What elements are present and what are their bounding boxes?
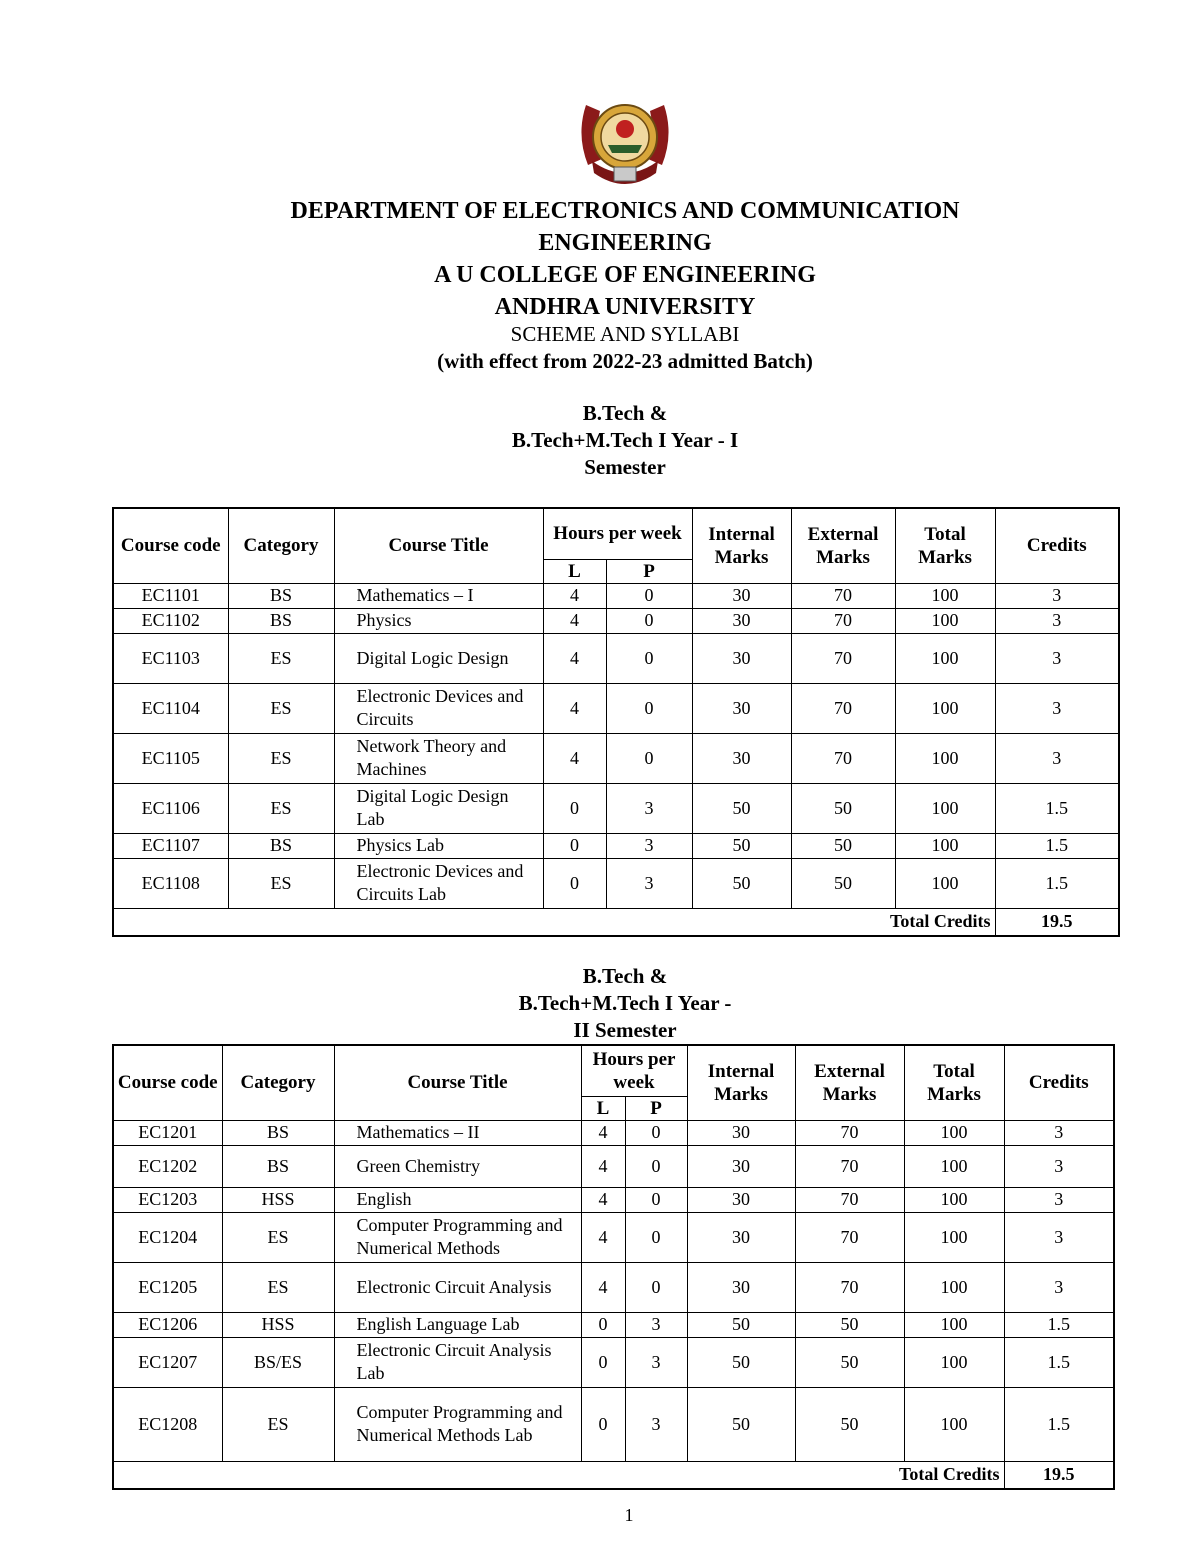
total-credits-label: Total Credits: [113, 908, 995, 936]
cell-internal-marks: 30: [692, 583, 791, 608]
cell-lecture-hours: 0: [543, 858, 606, 908]
cell-course-code: EC1208: [113, 1387, 222, 1461]
column-header-category: Category: [222, 1045, 334, 1120]
cell-course-title: Mathematics – II: [334, 1120, 581, 1145]
total-credits-row: [113, 908, 1119, 936]
table-row: [113, 583, 1119, 608]
cell-external-marks: 50: [795, 1312, 904, 1337]
cell-external-marks: 70: [791, 583, 895, 608]
cell-course-code: EC1207: [113, 1337, 222, 1387]
cell-category: BS: [228, 833, 334, 858]
cell-course-title: Electronic Devices and Circuits: [334, 683, 543, 733]
department-title-continued: ENGINEERING: [538, 230, 712, 256]
cell-category: ES: [222, 1212, 334, 1262]
cell-practical-hours: 0: [606, 608, 692, 633]
table-row: [113, 1262, 1114, 1312]
cell-course-title: Electronic Circuit Analysis Lab: [334, 1337, 581, 1387]
cell-category: ES: [228, 858, 334, 908]
cell-category: ES: [222, 1262, 334, 1312]
cell-total-marks: 100: [895, 633, 995, 683]
column-header-lecture: L: [543, 559, 606, 583]
cell-category: ES: [228, 683, 334, 733]
cell-total-marks: 100: [895, 783, 995, 833]
cell-lecture-hours: 4: [581, 1120, 625, 1145]
sem2-heading-line1: B.Tech &: [582, 964, 668, 988]
cell-internal-marks: 50: [692, 783, 791, 833]
semester-1-scheme-table: [112, 507, 1120, 937]
cell-course-title: English: [334, 1187, 581, 1212]
cell-internal-marks: 30: [687, 1145, 795, 1187]
cell-internal-marks: 50: [692, 833, 791, 858]
cell-external-marks: 70: [795, 1145, 904, 1187]
cell-course-code: EC1203: [113, 1187, 222, 1212]
table-row: [113, 1212, 1114, 1262]
cell-external-marks: 50: [791, 833, 895, 858]
university-emblem: [572, 95, 678, 195]
column-header-lecture: L: [581, 1096, 625, 1120]
cell-category: ES: [228, 633, 334, 683]
table-row: [113, 683, 1119, 733]
cell-course-code: EC1107: [113, 833, 228, 858]
cell-course-title: Mathematics – I: [334, 583, 543, 608]
document-subtitle: SCHEME AND SYLLABI: [510, 322, 740, 346]
cell-total-marks: 100: [904, 1187, 1004, 1212]
cell-course-code: EC1103: [113, 633, 228, 683]
sem2-heading-line3: II Semester: [573, 1018, 677, 1042]
sem1-heading-line2: B.Tech+M.Tech I Year - I: [511, 428, 739, 452]
column-header-total-marks: Total Marks: [904, 1045, 1004, 1120]
cell-credits: 1.5: [995, 858, 1119, 908]
cell-credits: 3: [995, 583, 1119, 608]
cell-internal-marks: 30: [687, 1120, 795, 1145]
cell-external-marks: 50: [795, 1337, 904, 1387]
cell-course-code: EC1108: [113, 858, 228, 908]
cell-practical-hours: 3: [606, 783, 692, 833]
cell-internal-marks: 30: [692, 608, 791, 633]
table-row: [113, 1187, 1114, 1212]
cell-credits: 3: [995, 608, 1119, 633]
cell-internal-marks: 50: [687, 1312, 795, 1337]
cell-internal-marks: 30: [687, 1187, 795, 1212]
table-row: [113, 1312, 1114, 1337]
cell-credits: 3: [995, 733, 1119, 783]
cell-practical-hours: 3: [606, 833, 692, 858]
cell-category: HSS: [222, 1187, 334, 1212]
cell-total-marks: 100: [904, 1145, 1004, 1187]
page-number: 1: [624, 1505, 634, 1525]
cell-internal-marks: 30: [687, 1212, 795, 1262]
cell-external-marks: 70: [795, 1262, 904, 1312]
university-name: ANDHRA UNIVERSITY: [494, 294, 756, 320]
cell-category: ES: [228, 733, 334, 783]
cell-category: HSS: [222, 1312, 334, 1337]
cell-credits: 3: [1004, 1187, 1114, 1212]
cell-course-code: EC1101: [113, 583, 228, 608]
cell-practical-hours: 0: [606, 683, 692, 733]
cell-lecture-hours: 0: [543, 783, 606, 833]
column-header-internal-marks: Internal Marks: [692, 508, 791, 583]
cell-lecture-hours: 4: [543, 608, 606, 633]
table-row: [113, 858, 1119, 908]
cell-credits: 1.5: [1004, 1312, 1114, 1337]
column-header-external-marks: External Marks: [791, 508, 895, 583]
cell-course-title: Digital Logic Design Lab: [334, 783, 543, 833]
cell-credits: 3: [1004, 1120, 1114, 1145]
cell-course-code: EC1105: [113, 733, 228, 783]
cell-lecture-hours: 0: [581, 1312, 625, 1337]
column-header-hours-per-week: Hours per week: [581, 1045, 687, 1096]
cell-external-marks: 70: [795, 1212, 904, 1262]
semester-2-scheme-table: [112, 1044, 1115, 1490]
cell-lecture-hours: 4: [543, 583, 606, 608]
table-row: [113, 833, 1119, 858]
table-row: [113, 608, 1119, 633]
cell-course-code: EC1104: [113, 683, 228, 733]
cell-practical-hours: 0: [606, 583, 692, 608]
cell-course-code: EC1204: [113, 1212, 222, 1262]
cell-total-marks: 100: [895, 608, 995, 633]
cell-internal-marks: 30: [692, 733, 791, 783]
cell-course-title: Computer Programming and Numerical Methods Lab: [334, 1387, 581, 1461]
sem2-heading-line2: B.Tech+M.Tech I Year -: [518, 991, 732, 1015]
cell-credits: 3: [1004, 1262, 1114, 1312]
cell-lecture-hours: 4: [581, 1187, 625, 1212]
cell-course-title: Physics Lab: [334, 833, 543, 858]
cell-practical-hours: 3: [625, 1312, 687, 1337]
cell-category: ES: [222, 1387, 334, 1461]
cell-credits: 3: [995, 683, 1119, 733]
table-row: [113, 733, 1119, 783]
cell-category: BS: [228, 608, 334, 633]
cell-practical-hours: 0: [606, 733, 692, 783]
cell-practical-hours: 0: [625, 1187, 687, 1212]
cell-course-title: Network Theory and Machines: [334, 733, 543, 783]
cell-category: BS: [222, 1120, 334, 1145]
cell-practical-hours: 0: [625, 1120, 687, 1145]
cell-practical-hours: 3: [625, 1387, 687, 1461]
cell-practical-hours: 0: [625, 1212, 687, 1262]
table-row: [113, 1387, 1114, 1461]
cell-total-marks: 100: [895, 833, 995, 858]
cell-internal-marks: 30: [692, 633, 791, 683]
cell-credits: 3: [995, 633, 1119, 683]
column-header-external-marks: External Marks: [795, 1045, 904, 1120]
column-header-credits: Credits: [1004, 1045, 1114, 1120]
cell-lecture-hours: 0: [581, 1337, 625, 1387]
cell-category: BS: [228, 583, 334, 608]
cell-external-marks: 50: [795, 1387, 904, 1461]
cell-internal-marks: 50: [687, 1337, 795, 1387]
cell-course-code: EC1206: [113, 1312, 222, 1337]
cell-course-title: Computer Programming and Numerical Methods: [334, 1212, 581, 1262]
column-header-course-code: Course code: [113, 508, 228, 583]
cell-external-marks: 50: [791, 858, 895, 908]
cell-total-marks: 100: [904, 1212, 1004, 1262]
cell-practical-hours: 3: [625, 1337, 687, 1387]
cell-total-marks: 100: [895, 733, 995, 783]
cell-lecture-hours: 4: [581, 1212, 625, 1262]
cell-credits: 1.5: [995, 833, 1119, 858]
cell-lecture-hours: 4: [543, 633, 606, 683]
sem1-heading-line3: Semester: [584, 455, 666, 479]
cell-total-marks: 100: [895, 583, 995, 608]
cell-internal-marks: 50: [687, 1387, 795, 1461]
cell-course-title: Physics: [334, 608, 543, 633]
cell-course-title: English Language Lab: [334, 1312, 581, 1337]
department-title: DEPARTMENT OF ELECTRONICS AND COMMUNICATION: [290, 198, 960, 224]
cell-course-code: EC1102: [113, 608, 228, 633]
column-header-total-marks: Total Marks: [895, 508, 995, 583]
column-header-course-title: Course Title: [334, 508, 543, 583]
cell-internal-marks: 50: [692, 858, 791, 908]
cell-lecture-hours: 4: [543, 733, 606, 783]
cell-practical-hours: 3: [606, 858, 692, 908]
cell-credits: 1.5: [995, 783, 1119, 833]
cell-total-marks: 100: [904, 1337, 1004, 1387]
cell-course-code: EC1201: [113, 1120, 222, 1145]
column-header-course-title: Course Title: [334, 1045, 581, 1120]
cell-category: BS/ES: [222, 1337, 334, 1387]
cell-practical-hours: 0: [625, 1145, 687, 1187]
cell-external-marks: 50: [791, 783, 895, 833]
cell-total-marks: 100: [904, 1262, 1004, 1312]
table-row: [113, 1337, 1114, 1387]
cell-total-marks: 100: [904, 1312, 1004, 1337]
cell-external-marks: 70: [795, 1187, 904, 1212]
cell-course-title: Digital Logic Design: [334, 633, 543, 683]
total-credits-value: 19.5: [1004, 1461, 1114, 1489]
column-header-category: Category: [228, 508, 334, 583]
cell-external-marks: 70: [795, 1120, 904, 1145]
cell-course-code: EC1202: [113, 1145, 222, 1187]
cell-course-code: EC1106: [113, 783, 228, 833]
cell-external-marks: 70: [791, 608, 895, 633]
cell-external-marks: 70: [791, 733, 895, 783]
cell-credits: 3: [1004, 1212, 1114, 1262]
column-header-credits: Credits: [995, 508, 1119, 583]
cell-external-marks: 70: [791, 633, 895, 683]
cell-internal-marks: 30: [692, 683, 791, 733]
cell-lecture-hours: 0: [581, 1387, 625, 1461]
cell-lecture-hours: 4: [581, 1145, 625, 1187]
column-header-practical: P: [606, 559, 692, 583]
column-header-internal-marks: Internal Marks: [687, 1045, 795, 1120]
cell-course-title: Green Chemistry: [334, 1145, 581, 1187]
cell-total-marks: 100: [904, 1387, 1004, 1461]
college-name: A U COLLEGE OF ENGINEERING: [434, 262, 816, 288]
cell-practical-hours: 0: [606, 633, 692, 683]
cell-total-marks: 100: [895, 858, 995, 908]
cell-category: BS: [222, 1145, 334, 1187]
sem1-heading-line1: B.Tech &: [582, 401, 668, 425]
cell-lecture-hours: 4: [543, 683, 606, 733]
cell-total-marks: 100: [904, 1120, 1004, 1145]
column-header-hours-per-week: Hours per week: [543, 508, 692, 559]
table-row: [113, 1145, 1114, 1187]
table-row: [113, 783, 1119, 833]
cell-credits: 1.5: [1004, 1337, 1114, 1387]
cell-total-marks: 100: [895, 683, 995, 733]
cell-course-code: EC1205: [113, 1262, 222, 1312]
cell-course-title: Electronic Devices and Circuits Lab: [334, 858, 543, 908]
cell-external-marks: 70: [791, 683, 895, 733]
cell-course-title: Electronic Circuit Analysis: [334, 1262, 581, 1312]
cell-credits: 3: [1004, 1145, 1114, 1187]
effective-batch: (with effect from 2022-23 admitted Batch): [437, 349, 813, 373]
column-header-course-code: Course code: [113, 1045, 222, 1120]
total-credits-row: [113, 1461, 1114, 1489]
cell-practical-hours: 0: [625, 1262, 687, 1312]
cell-lecture-hours: 0: [543, 833, 606, 858]
table-row: [113, 1120, 1114, 1145]
table-row: [113, 633, 1119, 683]
total-credits-label: Total Credits: [113, 1461, 1004, 1489]
total-credits-value: 19.5: [995, 908, 1119, 936]
cell-credits: 1.5: [1004, 1387, 1114, 1461]
cell-category: ES: [228, 783, 334, 833]
cell-lecture-hours: 4: [581, 1262, 625, 1312]
cell-internal-marks: 30: [687, 1262, 795, 1312]
column-header-practical: P: [625, 1096, 687, 1120]
